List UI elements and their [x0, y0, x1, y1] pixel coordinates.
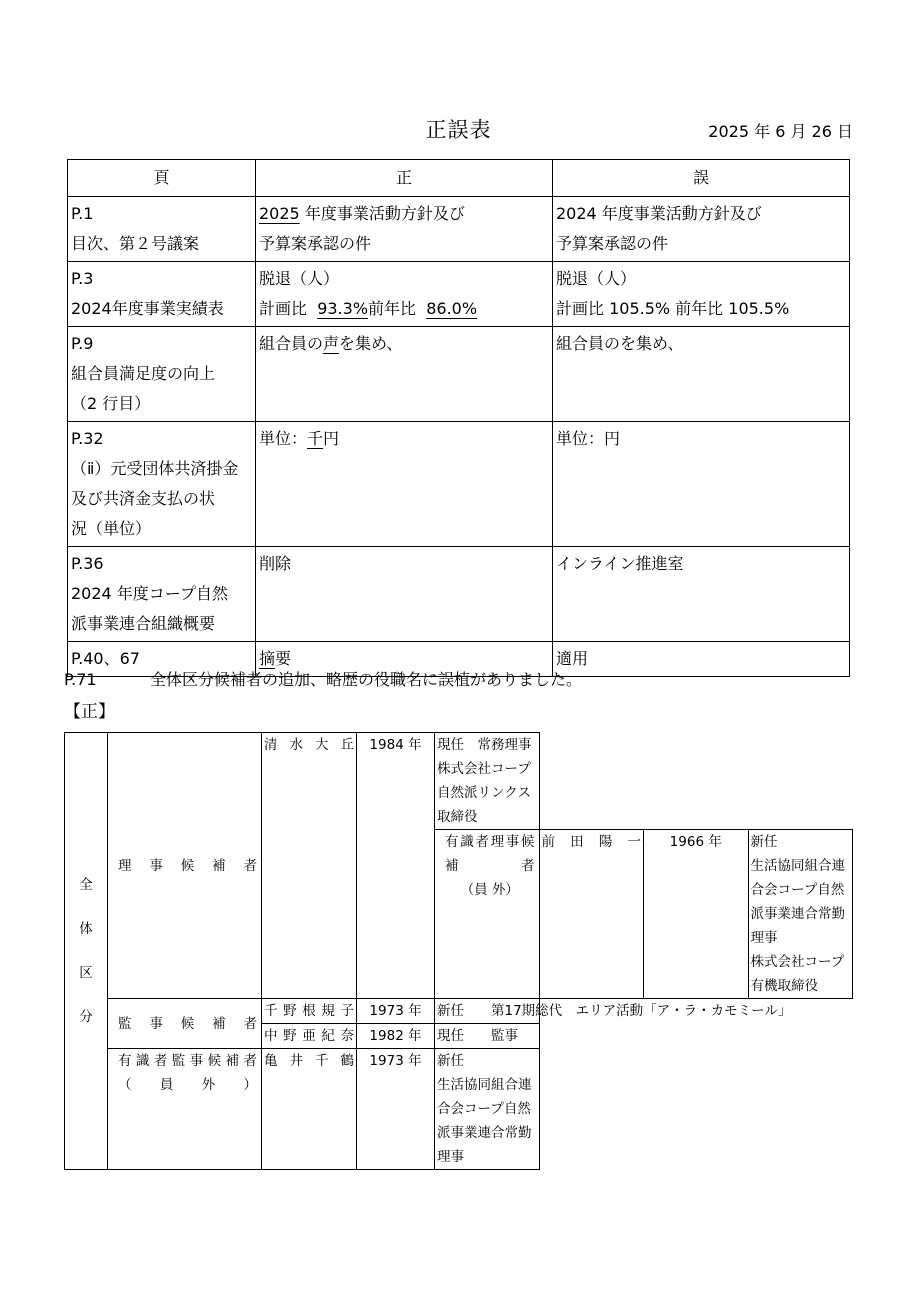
candidate-birth-year: 1966 年: [644, 830, 749, 999]
wrong-text: 組合員のを集め、: [553, 327, 850, 422]
correct-text: 脱退（人） 計画比 93.3%前年比 86.0%: [256, 262, 553, 327]
candidate-name: 亀井千鶴: [262, 1049, 357, 1170]
candidate-birth-year: 1984 年: [357, 733, 435, 999]
note-page: P.71: [64, 670, 97, 689]
table-row: [65, 1049, 853, 1170]
document-date: 2025 年 6 月 26 日: [708, 122, 853, 141]
header-correct: 正: [256, 160, 553, 197]
wrong-text: 2024 年度事業活動方針及び 予算案承認の件: [553, 197, 850, 262]
page-ref: P.40、67: [68, 642, 256, 677]
candidate-history: 新任 生活協同組合連合会コープ自然派事業連合常勤理事 株式会社コープ有機取締役: [748, 830, 853, 999]
page-ref: P.9 組合員満足度の向上 （2 行目）: [68, 327, 256, 422]
table-row: [65, 999, 853, 1024]
candidate-role: 理事候補者: [108, 733, 262, 999]
wrong-text: 脱退（人） 計画比 105.5% 前年比 105.5%: [553, 262, 850, 327]
table-row: [65, 733, 853, 830]
candidate-name: 千野根規子: [262, 999, 357, 1024]
category-cell: 全 体 区 分: [65, 733, 108, 1170]
underlined-text: 86.0%: [426, 299, 478, 318]
errata-header-row: [68, 160, 850, 197]
underlined-text: 2025: [259, 204, 300, 223]
correct-text: 2025 年度事業活動方針及び 予算案承認の件: [256, 197, 553, 262]
candidate-role: 有識者理事候補者 （員 外）: [435, 830, 540, 999]
candidate-history: 新任 生活協同組合連合会コープ自然派事業連合常勤理事: [435, 1049, 540, 1170]
underlined-text: 93.3%: [317, 299, 369, 318]
table-row: [68, 327, 850, 422]
correct-text: 削除: [256, 547, 553, 642]
candidate-name: 前田陽一: [539, 830, 644, 999]
correct-text: 摘要: [256, 642, 553, 677]
page-ref: P.32 （ⅱ）元受団体共済掛金 及び共済金支払の状 況（単位）: [68, 422, 256, 547]
wrong-text: インライン推進室: [553, 547, 850, 642]
candidate-history: 現任 監事: [435, 1024, 540, 1049]
underlined-text: 千: [307, 429, 324, 448]
underlined-text: 声: [323, 334, 340, 353]
table-row: [68, 422, 850, 547]
correct-heading: 【正】: [64, 702, 115, 722]
page-title: 正誤表: [425, 118, 492, 142]
page-ref: P.1 目次、第２号議案: [68, 197, 256, 262]
table-row: [68, 197, 850, 262]
candidate-history: 現任 常務理事 株式会社コープ自然派リンクス取締役: [435, 733, 540, 830]
wrong-text: 単位：円: [553, 422, 850, 547]
underlined-text: 摘: [259, 649, 276, 668]
candidate-history: 新任 第17期総代 エリア活動「ア・ラ・カモミール」: [435, 999, 540, 1024]
candidate-role: 有識者監事候補者 （員外）: [108, 1049, 262, 1170]
candidate-name: 清水大丘: [262, 733, 357, 999]
candidates-table: [64, 732, 853, 1170]
candidate-name: 中野亜紀奈: [262, 1024, 357, 1049]
candidate-birth-year: 1973 年: [357, 1049, 435, 1170]
candidate-role: 監事候補者: [108, 999, 262, 1049]
candidate-birth-year: 1973 年: [357, 999, 435, 1024]
correct-text: 単位：千円: [256, 422, 553, 547]
table-row: [68, 547, 850, 642]
page-ref: P.36 2024 年度コープ自然 派事業連合組織概要: [68, 547, 256, 642]
correction-note: [64, 667, 582, 690]
table-row: [68, 262, 850, 327]
page-ref: P.3 2024年度事業実績表: [68, 262, 256, 327]
candidate-birth-year: 1982 年: [357, 1024, 435, 1049]
wrong-text: 適用: [553, 642, 850, 677]
errata-table: [67, 159, 850, 677]
note-text: 全体区分候補者の追加、略歴の役職名に誤植がありました。: [150, 670, 583, 689]
header-page: 頁: [68, 160, 256, 197]
header-wrong: 誤: [553, 160, 850, 197]
correct-text: 組合員の声を集め、: [256, 327, 553, 422]
